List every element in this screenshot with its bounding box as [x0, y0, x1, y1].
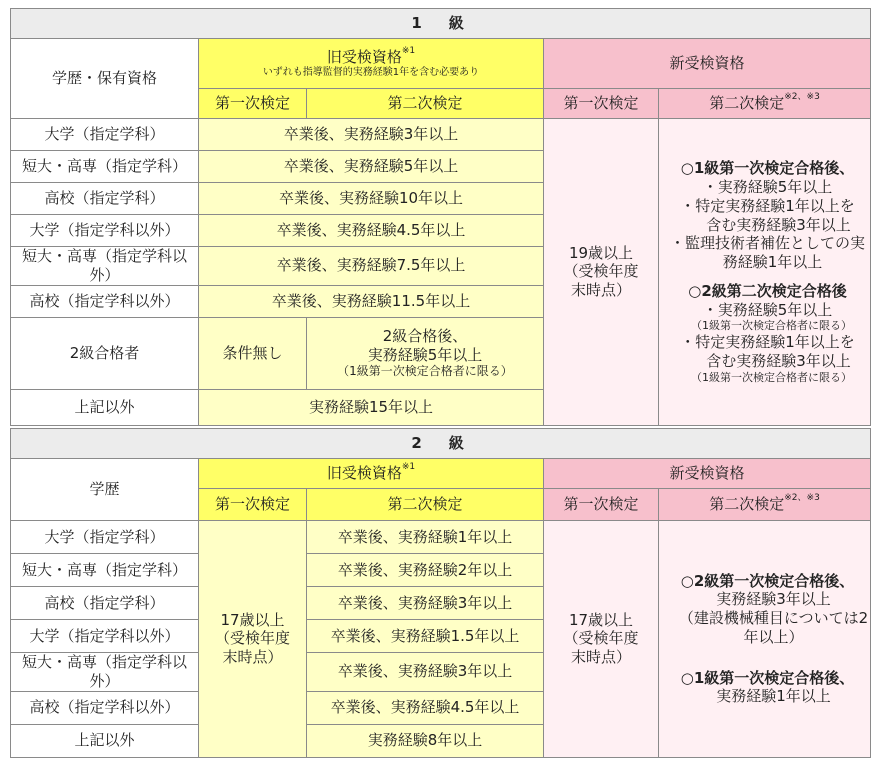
row-label: 大学（指定学科）	[11, 119, 199, 151]
condition-item: 実務経験3年以上	[716, 590, 831, 609]
row-label: 大学（指定学科以外）	[11, 620, 199, 653]
row-value: 卒業後、実務経験3年以上	[199, 119, 544, 151]
new-second-exam-mark: ※2、※3	[784, 92, 820, 103]
old-first-line: 17歳以上	[220, 610, 285, 629]
row-value: 実務経験15年以上	[199, 389, 544, 425]
new-first-exam-header: 第一次検定	[544, 489, 659, 521]
condition-item: 含む実務経験3年以上	[706, 215, 851, 234]
old-second-exam-header: 第二次検定	[307, 489, 544, 521]
new-second-exam-header	[659, 89, 871, 119]
row-value: 卒業後、実務経験5年以上	[199, 151, 544, 183]
new-first-line: 末時点）	[570, 281, 631, 300]
new-second-exam-mark: ※2、※3	[784, 493, 820, 504]
new-qualification-header: 新受検資格	[544, 39, 871, 89]
new-first-line: 末時点）	[570, 648, 631, 667]
row-label: 短大・高専（指定学科以外）	[11, 653, 199, 692]
row-value: 卒業後、実務経験4.5年以上	[307, 691, 544, 724]
passed2-line: 2級合格後、	[382, 326, 468, 345]
condition-heading: ○2級第二次検定合格後	[688, 281, 847, 300]
new-first-line: （受検年度	[563, 262, 639, 281]
condition-note: （1級第一次検定合格者に限る）	[691, 370, 853, 384]
new-second-exam-label: 第二次検定	[709, 495, 785, 514]
row-label: 上記以外	[11, 724, 199, 757]
condition-item: ・特定実務経験1年以上を	[680, 196, 855, 215]
condition-heading: ○1級第一次検定合格後、	[680, 668, 855, 687]
condition-item: ・特定実務経験1年以上を	[680, 333, 855, 351]
old-header-label: 旧受検資格	[326, 464, 402, 483]
qualification-header: 学歴・保有資格	[11, 39, 199, 119]
new-first-exam-condition	[544, 119, 659, 426]
condition-item: ・監理技術者補佐としての実務経験1年以上	[670, 234, 866, 271]
row-value: 卒業後、実務経験1年以上	[307, 521, 544, 554]
new-first-line: 19歳以上	[568, 243, 634, 262]
old-first-line: （受検年度	[214, 629, 290, 648]
old-qualification-header	[199, 459, 544, 489]
new-first-line: 17歳以上	[568, 610, 634, 629]
row-value: 卒業後、実務経験3年以上	[307, 587, 544, 620]
old-first-exam-header: 第一次検定	[199, 489, 307, 521]
old-header-mark: ※1	[401, 45, 416, 56]
row-label: 短大・高専（指定学科）	[11, 554, 199, 587]
row-value: 卒業後、実務経験2年以上	[307, 554, 544, 587]
new-qualification-header: 新受検資格	[544, 459, 871, 489]
condition-item: ・実務経験5年以上	[702, 178, 833, 196]
row-label: 高校（指定学科以外）	[11, 691, 199, 724]
passed2-note: （1級第一次検定合格者に限る）	[337, 364, 513, 379]
condition-item: 含む実務経験3年以上	[706, 351, 851, 370]
condition-item: 実務経験1年以上	[716, 687, 831, 706]
row-label: 大学（指定学科以外）	[11, 215, 199, 247]
old-second-exam-header: 第二次検定	[307, 89, 544, 119]
new-first-exam-condition	[544, 521, 659, 758]
row-value-first: 条件無し	[199, 317, 307, 389]
row-label: 短大・高専（指定学科）	[11, 151, 199, 183]
row-label: 大学（指定学科）	[11, 521, 199, 554]
row-value: 卒業後、実務経験4.5年以上	[199, 215, 544, 247]
row-value: 卒業後、実務経験3年以上	[307, 653, 544, 692]
condition-item: ・実務経験5年以上	[702, 300, 833, 319]
condition-item: （建設機械種目については2年以上）	[678, 609, 869, 646]
grade2-title: 2 級	[11, 429, 871, 459]
old-first-line: 末時点）	[222, 648, 283, 667]
grade2-table	[10, 428, 871, 758]
row-label: 2級合格者	[11, 317, 199, 389]
passed2-line: 実務経験5年以上	[367, 345, 483, 364]
row-value: 卒業後、実務経験1.5年以上	[307, 620, 544, 653]
new-first-exam-header: 第一次検定	[544, 89, 659, 119]
row-label: 高校（指定学科）	[11, 587, 199, 620]
old-header-note: いずれも指導監督的実務経験1年を含む必要あり	[262, 66, 480, 78]
condition-heading: ○2級第一次検定合格後、	[680, 571, 855, 590]
row-value: 実務経験8年以上	[307, 724, 544, 757]
row-value: 卒業後、実務経験11.5年以上	[199, 285, 544, 317]
row-label: 高校（指定学科以外）	[11, 285, 199, 317]
old-qualification-header	[199, 39, 544, 89]
row-value-second	[307, 317, 544, 389]
new-first-line: （受検年度	[563, 629, 639, 648]
new-second-exam-condition	[659, 521, 871, 758]
old-first-exam-header: 第一次検定	[199, 89, 307, 119]
new-second-exam-condition	[659, 119, 871, 426]
old-header-mark: ※1	[401, 462, 416, 473]
grade1-table	[10, 8, 871, 426]
old-first-exam-condition	[199, 521, 307, 758]
qualification-header: 学歴	[11, 459, 199, 521]
row-value: 卒業後、実務経験7.5年以上	[199, 247, 544, 286]
new-second-exam-header	[659, 489, 871, 521]
grade1-title: 1 級	[11, 9, 871, 39]
row-label: 短大・高専（指定学科以外）	[11, 247, 199, 286]
row-label: 上記以外	[11, 389, 199, 425]
condition-note: （1級第一次検定合格者に限る）	[691, 319, 853, 333]
new-second-exam-label: 第二次検定	[709, 94, 785, 113]
row-value: 卒業後、実務経験10年以上	[199, 183, 544, 215]
row-label: 高校（指定学科）	[11, 183, 199, 215]
old-header-label: 旧受検資格	[326, 47, 402, 66]
condition-heading: ○1級第一次検定合格後、	[680, 159, 855, 178]
